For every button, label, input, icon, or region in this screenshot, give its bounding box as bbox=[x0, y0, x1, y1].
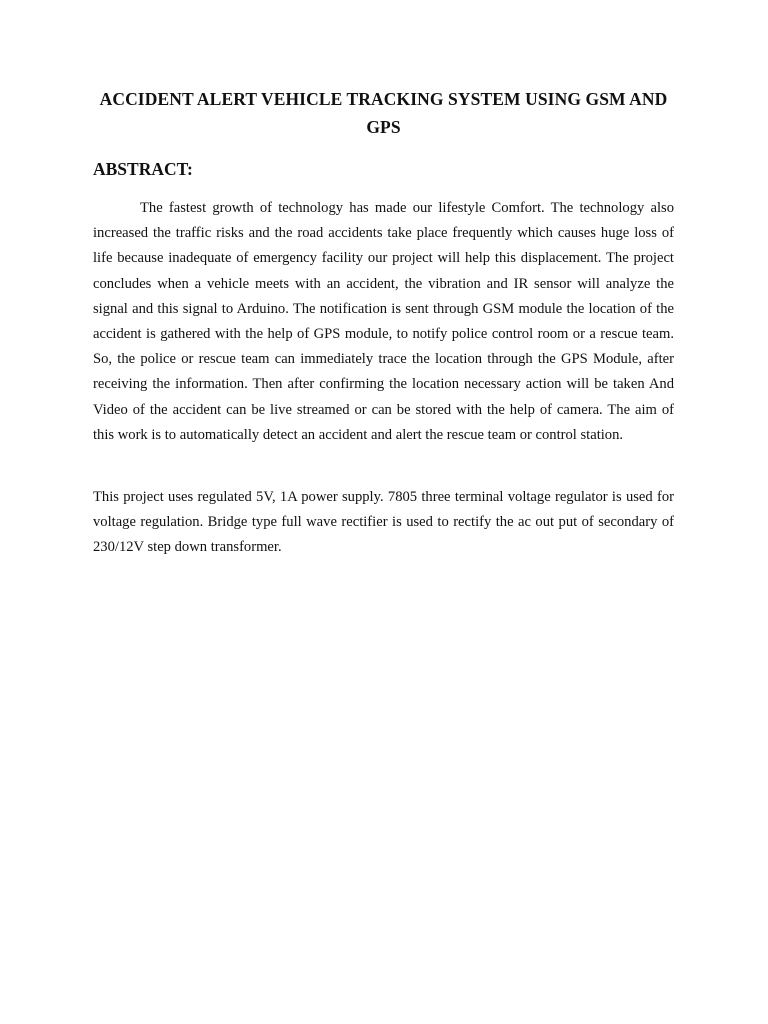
abstract-paragraph-1: The fastest growth of technology has made our lifestyle Comfort. The technology also increased the traffic risks and the road accidents take place frequently which causes huge loss of life because inadequate of emergency facility our project will help this displacement. The project concludes when a vehicle meets with an accident, the vibration and IR sensor will analyze the signal and this signal to Arduino. The notification is sent through GSM module the location of the accident is gathered with the help of GPS module, to notify police control room or a rescue team. So, the police or rescue team can immediately trace the location through the GPS Module, after receiving the information. Then after confirming the location necessary action will be taken And Video of the accident can be live streamed or can be stored with the help of camera. The aim of this work is to automatically detect an accident and alert the rescue team or control station. bbox=[93, 200, 674, 443]
document-title: ACCIDENT ALERT VEHICLE TRACKING SYSTEM USING GSM AND GPS bbox=[99, 89, 668, 137]
abstract-heading: ABSTRACT: bbox=[93, 159, 193, 179]
abstract-paragraph-2: This project uses regulated 5V, 1A power supply. 7805 three terminal voltage regulator is used for voltage regulation. Bridge type full wave rectifier is used to rectify the ac out put of secondary of 230/12V step down transformer. bbox=[93, 489, 674, 556]
